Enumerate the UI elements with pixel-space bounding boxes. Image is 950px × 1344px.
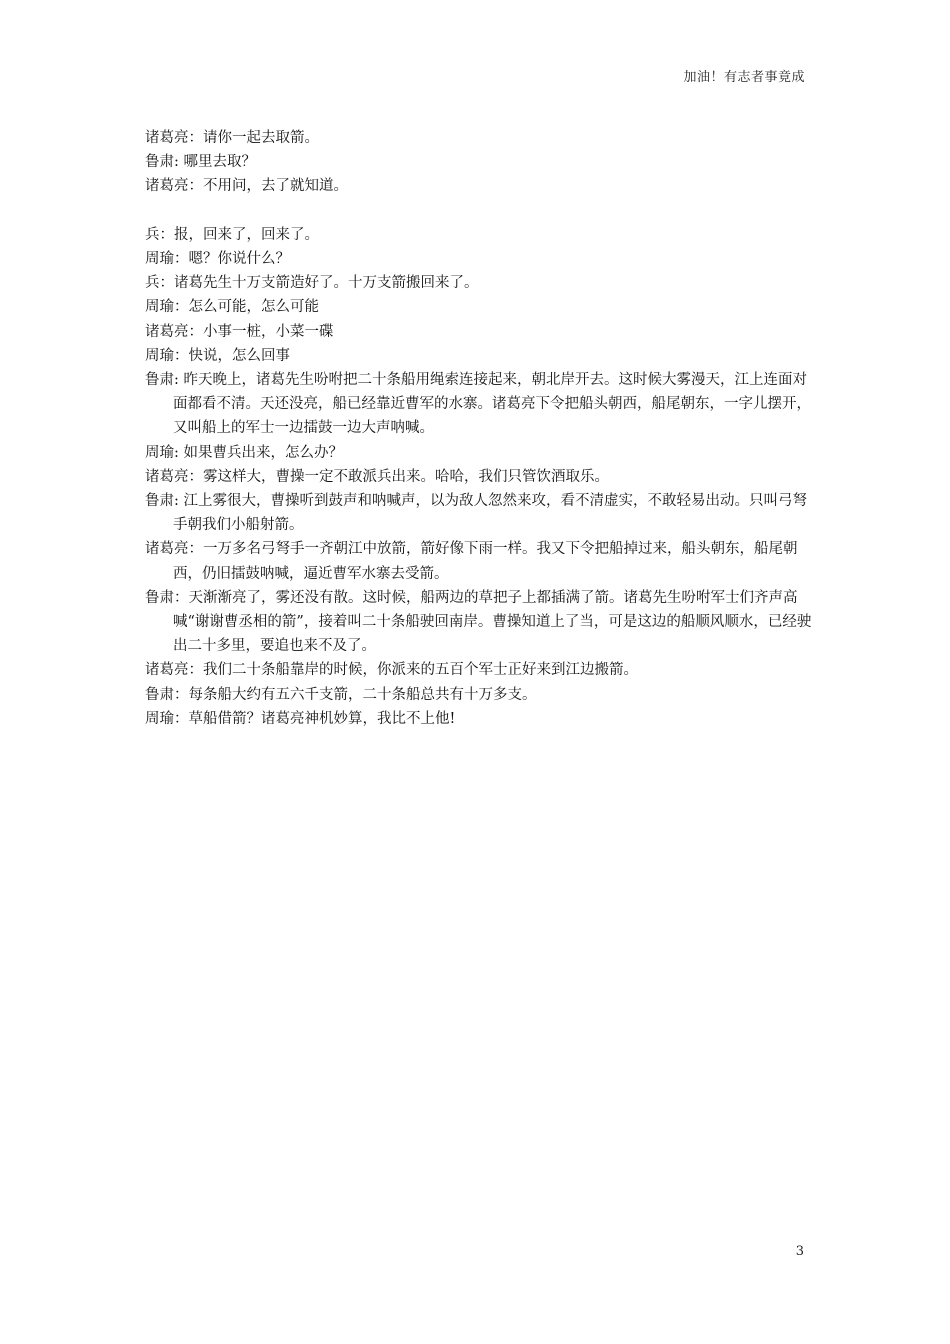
- dialogue-line: 诸葛亮：雾这样大，曹操一定不敢派兵出来。哈哈，我们只管饮酒取乐。: [145, 468, 609, 485]
- dialogue-line: 周瑜: 如果曹兵出来，怎么办？: [145, 444, 343, 461]
- dialogue-line: 诸葛亮：我们二十条船靠岸的时候，你派来的五百个军士正好来到江边搬箭。: [145, 662, 638, 679]
- dialogue-line: 诸葛亮：一万多名弓弩手一齐朝江中放箭，箭好像下雨一样。我又下令把船掉过来，船头朝东，船尾朝西，仍旧擂鼓呐喊，逼近曹军水寨去受箭。: [145, 541, 798, 582]
- dialogue-line: 周瑜：嗯？你说什么？: [145, 251, 290, 267]
- dialogue-line: 鲁肃：每条船大约有五六千支箭，二十条船总共有十万多支。: [145, 686, 537, 703]
- dialogue-line: 兵：诸葛先生十万支箭造好了。十万支箭搬回来了。: [145, 275, 479, 292]
- page-header: 加油！有志者事竟成: [683, 70, 805, 85]
- dialogue-line: 诸葛亮：请你一起去取箭。: [145, 130, 319, 146]
- dialogue-line: 诸葛亮：不用问，去了就知道。: [145, 178, 348, 195]
- dialogue-line: 周瑜：快说，怎么回事: [145, 347, 290, 364]
- dialogue-line: 兵：报，回来了，回来了。: [145, 226, 319, 243]
- dialogue-line: 鲁肃：天渐渐亮了，雾还没有散。这时候，船两边的草把子上都插满了箭。诸葛先生吩咐军士们齐声高喊“谢谢曹丞相的箭”，接着叫二十条船驶回南岸。曹操知道上了当，可是这边的船顺风顺水，已经驶出二十多里，要追也来不及了。: [145, 589, 812, 655]
- page-number: 3: [795, 1244, 804, 1259]
- dialogue-body: [145, 126, 813, 731]
- dialogue-line: 周瑜：草船借箭？诸葛亮神机妙算，我比不上他!: [145, 710, 456, 727]
- dialogue-line: 鲁肃: 哪里去取？: [145, 154, 256, 171]
- dialogue-line: 周瑜：怎么可能，怎么可能: [145, 299, 319, 316]
- dialogue-line: 鲁肃: 昨天晚上，诸葛先生吩咐把二十条船用绳索连接起来，朝北岸开去。这时候大雾漫天，江上连面对面都看不清。天还没亮，船已经靠近曹军的水寨。诸葛亮下令把船头朝西，船尾朝东，一字儿摆开，又叫船上的军士一边擂鼓一边大声呐喊。: [145, 372, 811, 437]
- dialogue-line: 鲁肃: 江上雾很大，曹操听到鼓声和呐喊声，以为敌人忽然来攻，看不清虚实，不敢轻易出动。只叫弓弩手朝我们小船射箭。: [145, 493, 807, 534]
- blank-line: [145, 199, 813, 223]
- dialogue-line: 诸葛亮：小事一桩，小菜一碟: [145, 323, 334, 340]
